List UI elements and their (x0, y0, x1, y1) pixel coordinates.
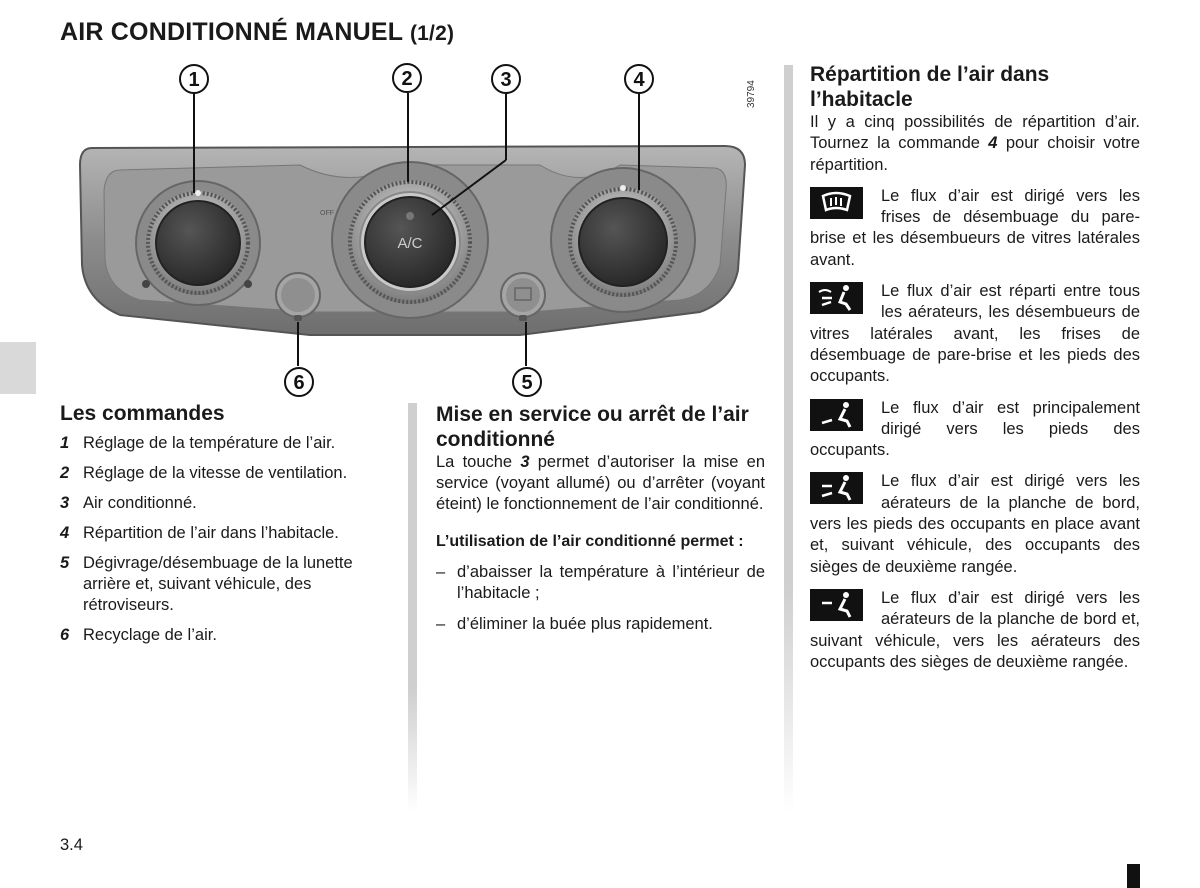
distribution-knob[interactable] (551, 168, 695, 312)
page-title (60, 18, 454, 47)
svg-text:3: 3 (500, 69, 512, 91)
callout-2 (393, 64, 421, 92)
list-item: – d’abaisser la température à l’intérieur de l’habitacle ; (436, 563, 765, 602)
callout-3 (492, 65, 520, 93)
commands-section (60, 401, 392, 655)
ac-section (436, 402, 765, 635)
page-title-sub: (1/2) (409, 22, 455, 45)
page-number: 3.4 (60, 836, 83, 854)
column-divider (784, 65, 793, 813)
svg-text:5: 5 (521, 372, 533, 394)
list-item: Le flux d’air est réparti entre tous les aérateurs, les désembueurs de vitres latérales avant, les frises de désembuage de pare-brise et les pieds des occupants. (810, 282, 1140, 386)
callout-6 (285, 368, 313, 396)
list-item: 1 Réglage de la température de l’air. (60, 434, 336, 452)
ac-paragraph: La touche 3 permet d’autoriser la mise en service (voyant allumé) ou d’arrêter (voyant éteint) le fonctionnement de l’air conditionné. (436, 453, 765, 513)
page-title-main: AIR CONDITIONNÉ MANUEL (60, 18, 403, 46)
callout-5 (513, 368, 541, 396)
page-edge-marker (1127, 864, 1140, 888)
off-label: OFF (320, 210, 334, 217)
list-item: 6 Recyclage de l’air. (60, 626, 217, 644)
ac-usage-title: L’utilisation de l’air conditionné permet : (436, 533, 744, 550)
list-item: 3 Air conditionné. (60, 494, 197, 512)
list-item: 4 Répartition de l’air dans l’habitacle. (60, 524, 339, 542)
svg-text:1: 1 (188, 69, 200, 91)
chapter-tab (0, 342, 36, 394)
column-divider (408, 403, 417, 813)
list-item: – d’éliminer la buée plus rapidement. (436, 615, 713, 633)
callout-1 (180, 65, 208, 93)
list-item: Le flux d’air est dirigé vers les aérateurs de la planche de bord et, suivant véhicule, vers les aérateurs des occupants des sièges de deuxième rangée. (810, 588, 1140, 671)
distribution-intro: Il y a cinq possibilités de répartition d’air. Tournez la commande 4 pour choisir votre répartition. (810, 113, 1140, 174)
feet-icon (810, 399, 863, 431)
list-item: 5 Dégivrage/désembuage de la lunette arrière et, suivant véhicule, des rétroviseurs. (60, 554, 353, 614)
temperature-knob[interactable] (136, 181, 260, 305)
ac-indicator-light (406, 212, 414, 220)
dash-feet-icon (810, 472, 863, 504)
ac-button-label: A/C (397, 235, 423, 252)
list-item: Le flux d’air est dirigé vers les frises de désembuage du pare-brise et les désembueurs de vitres latérales avant. (810, 186, 1140, 269)
list-item: Le flux d’air est principalement dirigé vers les pieds des occupants. (810, 398, 1140, 460)
ac-heading: Mise en service ou arrêt de l’air conditionné (436, 403, 749, 451)
callout-4 (625, 65, 653, 93)
list-item: 2 Réglage de la vitesse de ventilation. (60, 464, 348, 482)
dash-vents-icon (810, 589, 863, 621)
all-vents-icon (810, 282, 863, 314)
svg-text:2: 2 (401, 68, 413, 90)
list-item: Le flux d’air est dirigé vers les aérateurs de la planche de bord, vers les pieds des occupants en place avant et, suivant véhicule, des occupants des sièges de deuxième rangée. (810, 472, 1140, 576)
commands-heading: Les commandes (60, 402, 225, 425)
windscreen-demist-icon (810, 187, 863, 219)
control-panel-figure (60, 60, 775, 400)
distribution-heading: Répartition de l’air dans l’habitacle (810, 63, 1050, 111)
svg-text:4: 4 (633, 69, 645, 91)
distribution-section (810, 62, 1140, 673)
svg-text:6: 6 (293, 372, 305, 394)
figure-reference: 39794 (746, 80, 757, 108)
